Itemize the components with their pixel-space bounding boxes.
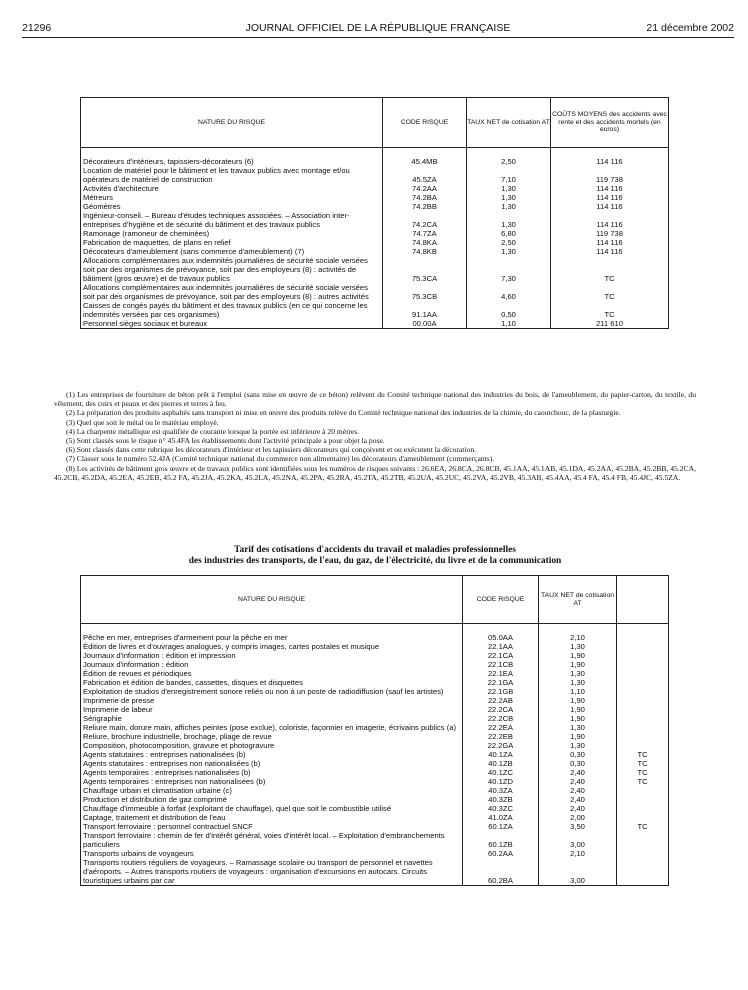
nat-cell: Édition de livres et d'ouvrages analogues, y compris images, cartes postales et musique xyxy=(81,642,463,651)
code-cell: 22.2EB xyxy=(463,732,539,741)
column-header-extra xyxy=(617,576,669,624)
cout-cell: 119 738 xyxy=(551,229,669,238)
spacer-row xyxy=(81,624,669,633)
footnote: (5) Sont classés sous le risque n° 45.4FA les établissements dont l'activité principale a pour objet la pose. xyxy=(66,436,385,446)
extra-cell xyxy=(617,642,669,651)
rate-cell: 1,30 xyxy=(467,211,551,229)
table-row xyxy=(81,687,669,696)
table-row xyxy=(81,786,669,795)
extra-cell xyxy=(617,786,669,795)
table-row xyxy=(81,256,669,283)
rate-cell: 2,40 xyxy=(539,795,617,804)
table-row xyxy=(81,759,669,768)
nat-cell: Transports routiers réguliers de voyageurs. – Ramassage scolaire ou transport de personnel et navettes d'aéroports. – Autres transports routiers de voyageurs : organisation d'excursions en autocars. Circuits touristiques urbains par car xyxy=(81,858,463,886)
rate-cell: 2,40 xyxy=(539,804,617,813)
nat-cell: Reliure, brochure industrielle, brochage, pliage de revue xyxy=(81,732,463,741)
spacer-cell xyxy=(467,148,551,157)
table-row xyxy=(81,660,669,669)
extra-cell xyxy=(617,687,669,696)
extra-cell xyxy=(617,732,669,741)
code-cell: 05.0AA xyxy=(463,633,539,642)
code-cell: 40.3ZB xyxy=(463,795,539,804)
cout-cell: 114 116 xyxy=(551,211,669,229)
risk-rate-table-2 xyxy=(80,575,669,886)
cout-cell: 114 116 xyxy=(551,157,669,166)
rate-cell: 2,40 xyxy=(539,786,617,795)
nat-cell: Composition, photocomposition, gravure et photogravure xyxy=(81,741,463,750)
section-title-line-1: Tarif des cotisations d'accidents du travail et maladies professionnelles xyxy=(234,545,516,555)
table-row xyxy=(81,804,669,813)
code-cell: 74.7ZA xyxy=(383,229,467,238)
rate-cell: 1,10 xyxy=(539,687,617,696)
code-cell: 74.2BA xyxy=(383,193,467,202)
rate-cell: 0,30 xyxy=(539,759,617,768)
cout-cell: 119 738 xyxy=(551,166,669,184)
nat-cell: Transports urbains de voyageurs xyxy=(81,849,463,858)
extra-cell xyxy=(617,714,669,723)
spacer-row xyxy=(81,148,669,157)
code-cell: 74.2CA xyxy=(383,211,467,229)
code-cell: 22.2GA xyxy=(463,741,539,750)
nat-cell: Fabrication de maquettes, de plans en relief xyxy=(81,238,383,247)
nat-cell: Métreurs xyxy=(81,193,383,202)
table-header-row xyxy=(81,576,669,624)
rate-cell: 1,30 xyxy=(467,202,551,211)
table-row xyxy=(81,813,669,822)
nat-cell: Imprimerie de labeur xyxy=(81,705,463,714)
code-cell: 22.2CB xyxy=(463,714,539,723)
code-cell: 40.1ZD xyxy=(463,777,539,786)
cout-cell: TC xyxy=(551,301,669,319)
table-body xyxy=(81,624,669,886)
table-row xyxy=(81,714,669,723)
rate-cell: 0,30 xyxy=(539,750,617,759)
extra-cell: TC xyxy=(617,822,669,831)
journal-title: JOURNAL OFFICIEL DE LA RÉPUBLIQUE FRANÇAISE xyxy=(245,22,511,34)
nat-cell: Agents temporaires : entreprises nationalisées (b) xyxy=(81,768,463,777)
code-cell: 22.1CA xyxy=(463,651,539,660)
rate-cell: 1,10 xyxy=(467,319,551,329)
table-row xyxy=(81,642,669,651)
table-row xyxy=(81,858,669,886)
spacer-cell xyxy=(81,148,383,157)
rate-cell: 1,30 xyxy=(539,678,617,687)
table-row xyxy=(81,669,669,678)
rate-cell: 3,00 xyxy=(539,831,617,849)
publication-date: 21 décembre 2002 xyxy=(646,22,734,34)
rate-cell: 1,90 xyxy=(539,696,617,705)
spacer-cell xyxy=(463,624,539,633)
nat-cell: Pêche en mer, entreprises d'armement pour la pêche en mer xyxy=(81,633,463,642)
table-row xyxy=(81,166,669,184)
rate-cell: 2,50 xyxy=(467,238,551,247)
spacer-cell xyxy=(539,624,617,633)
cout-cell: 114 116 xyxy=(551,247,669,256)
rate-cell: 2,50 xyxy=(467,157,551,166)
code-cell: 40.3ZA xyxy=(463,786,539,795)
extra-cell xyxy=(617,678,669,687)
extra-cell xyxy=(617,660,669,669)
nat-cell: Production et distribution de gaz comprimé xyxy=(81,795,463,804)
extra-cell xyxy=(617,669,669,678)
table-row xyxy=(81,229,669,238)
table-row xyxy=(81,750,669,759)
rate-cell: 1,30 xyxy=(539,669,617,678)
extra-cell: TC xyxy=(617,777,669,786)
spacer-cell xyxy=(617,624,669,633)
code-cell: 74.8KB xyxy=(383,247,467,256)
rate-cell: 1,90 xyxy=(539,651,617,660)
nat-cell: Reliure main, dorure main, affiches peintes (pose exclue), coloriste, façonnier en imagerie, écrivains publics (a) xyxy=(81,723,463,732)
table-row xyxy=(81,211,669,229)
cout-cell: 114 116 xyxy=(551,202,669,211)
footnote: (1) Les entreprises de fourniture de béton prêt à l'emploi (sans mise en œuvre de ce béton) relèvent du Comité technique national des industries du bois, de l'ameublement, du papier-carton, du textile, du vêtement, des cuirs et peaux et des pierres et terres à feu. xyxy=(54,390,696,409)
column-header-couts: COÛTS MOYENS des accidents avec rente et des accidents mortels (en euros) xyxy=(551,98,669,148)
rate-cell: 1,90 xyxy=(539,660,617,669)
table-row xyxy=(81,732,669,741)
code-cell: 45.4MB xyxy=(383,157,467,166)
nat-cell: Édition de revues et périodiques xyxy=(81,669,463,678)
risk-rate-table-1 xyxy=(80,97,669,329)
extra-cell xyxy=(617,831,669,849)
table-row xyxy=(81,202,669,211)
code-cell: 74.2AA xyxy=(383,184,467,193)
extra-cell: TC xyxy=(617,750,669,759)
code-cell: 74.8KA xyxy=(383,238,467,247)
extra-cell xyxy=(617,705,669,714)
nat-cell: Exploitation de studios d'enregistrement sonore reliés ou non à un poste de radiodiffusion (sauf les artistes) xyxy=(81,687,463,696)
section-title-line-2: des industries des transports, de l'eau, du gaz, de l'électricité, du livre et de la communication xyxy=(188,556,562,566)
extra-cell: TC xyxy=(617,768,669,777)
table-row xyxy=(81,741,669,750)
extra-cell xyxy=(617,813,669,822)
footnote: (4) La charpente métallique est qualifiée de courante lorsque la portée est inférieure à 20 mètres. xyxy=(66,426,360,436)
code-cell: 74.2BB xyxy=(383,202,467,211)
table-row xyxy=(81,633,669,642)
table-row xyxy=(81,184,669,193)
code-cell: 22.1CB xyxy=(463,660,539,669)
rate-cell: 3,00 xyxy=(539,858,617,886)
table-row xyxy=(81,777,669,786)
rate-cell: 1,30 xyxy=(539,723,617,732)
nat-cell: Fabrication et édition de bandes, cassettes, disques et disquettes xyxy=(81,678,463,687)
footnotes xyxy=(54,390,696,482)
rate-cell: 1,30 xyxy=(467,184,551,193)
table-row xyxy=(81,247,669,256)
nat-cell: Activités d'architecture xyxy=(81,184,383,193)
code-cell: 41.0ZA xyxy=(463,813,539,822)
rate-cell: 2,00 xyxy=(539,813,617,822)
cout-cell: 114 116 xyxy=(551,184,669,193)
extra-cell xyxy=(617,633,669,642)
rate-cell: 2,40 xyxy=(539,768,617,777)
cout-cell: 114 116 xyxy=(551,238,669,247)
rate-cell: 1,90 xyxy=(539,732,617,741)
section-title xyxy=(54,545,696,567)
nat-cell: Chauffage d'immeuble à forfait (exploitant de chauffage), quel que soit le combustible utilisé xyxy=(81,804,463,813)
rate-cell: 3,50 xyxy=(539,822,617,831)
code-cell: 40.1ZA xyxy=(463,750,539,759)
table-body xyxy=(81,148,669,329)
nat-cell: Allocations complémentaires aux indemnités journalières de sécurité sociale versées soit par des organismes de prévoyance, soit par des employeurs (8) : activités de bâtiment (gros œuvre) et de travaux publics xyxy=(81,256,383,283)
code-cell: 40.1ZC xyxy=(463,768,539,777)
rate-cell: 6,80 xyxy=(467,229,551,238)
extra-cell: TC xyxy=(617,759,669,768)
nat-cell: Agents temporaires : entreprises non nationalisées (b) xyxy=(81,777,463,786)
extra-cell xyxy=(617,741,669,750)
code-cell: 40.3ZC xyxy=(463,804,539,813)
code-cell: 22.1GB xyxy=(463,687,539,696)
table-row xyxy=(81,238,669,247)
rate-cell: 2,10 xyxy=(539,849,617,858)
rate-cell: 1,90 xyxy=(539,705,617,714)
nat-cell: Imprimerie de presse xyxy=(81,696,463,705)
nat-cell: Journaux d'information : édition et impression xyxy=(81,651,463,660)
nat-cell: Décorateurs d'ameublement (sans commerce d'ameublement) (7) xyxy=(81,247,383,256)
table-row xyxy=(81,723,669,732)
nat-cell: Transport ferroviaire : personnel contractuel SNCF xyxy=(81,822,463,831)
header-rule xyxy=(22,37,734,38)
code-cell: 75.3CB xyxy=(383,283,467,301)
code-cell: 60.1ZB xyxy=(463,831,539,849)
column-header-nature: NATURE DU RISQUE xyxy=(81,576,463,624)
code-cell: 91.1AA xyxy=(383,301,467,319)
code-cell: 60.2AA xyxy=(463,849,539,858)
extra-cell xyxy=(617,795,669,804)
code-cell: 22.1AA xyxy=(463,642,539,651)
table-row xyxy=(81,301,669,319)
rate-cell: 1,30 xyxy=(467,193,551,202)
rate-cell: 4,60 xyxy=(467,283,551,301)
rate-cell: 1,90 xyxy=(539,714,617,723)
code-cell: 00.00A xyxy=(383,319,467,329)
extra-cell xyxy=(617,849,669,858)
table-row xyxy=(81,822,669,831)
table-row xyxy=(81,651,669,660)
column-header-taux: TAUX NET de cotisation AT xyxy=(467,98,551,148)
code-cell: 45.5ZA xyxy=(383,166,467,184)
cout-cell: TC xyxy=(551,283,669,301)
rate-cell: 2,40 xyxy=(539,777,617,786)
footnote: (2) La préparation des produits asphaltés sans transport ni mise en œuvre des produits relève du Comité technique national des industries de la chimie, du caoutchouc, de la plasturgie. xyxy=(66,408,621,418)
nat-cell: Personnel sièges sociaux et bureaux xyxy=(81,319,383,329)
column-header-code: CODE RISQUE xyxy=(383,98,467,148)
table-row xyxy=(81,795,669,804)
nat-cell: Ramonage (ramoneur de cheminées) xyxy=(81,229,383,238)
code-cell: 22.1EA xyxy=(463,669,539,678)
nat-cell: Allocations complémentaires aux indemnités journalières de sécurité sociale versées soit par des organismes de prévoyance, soit par des employeurs (8) : autres activités xyxy=(81,283,383,301)
code-cell: 60.2BA xyxy=(463,858,539,886)
nat-cell: Location de matériel pour le bâtiment et les travaux publics avec montage et/ou opérateurs de matériel de construction xyxy=(81,166,383,184)
nat-cell: Chauffage urbain et climatisation urbaine (c) xyxy=(81,786,463,795)
code-cell: 75.3CA xyxy=(383,256,467,283)
nat-cell: Captage, traitement et distribution de l'eau xyxy=(81,813,463,822)
rate-cell: 7,10 xyxy=(467,166,551,184)
table-row xyxy=(81,193,669,202)
code-cell: 40.1ZB xyxy=(463,759,539,768)
extra-cell xyxy=(617,696,669,705)
extra-cell xyxy=(617,804,669,813)
nat-cell: Journaux d'information : édition xyxy=(81,660,463,669)
cout-cell: TC xyxy=(551,256,669,283)
table-row xyxy=(81,849,669,858)
nat-cell: Décorateurs d'intérieurs, tapissiers-décorateurs (6) xyxy=(81,157,383,166)
footnote: (3) Quel que soit le métal ou le matériau employé. xyxy=(66,417,219,427)
extra-cell xyxy=(617,723,669,732)
column-header-code: CODE RISQUE xyxy=(463,576,539,624)
rate-cell: 1,30 xyxy=(467,247,551,256)
cout-cell: 211 610 xyxy=(551,319,669,329)
table-row xyxy=(81,283,669,301)
extra-cell xyxy=(617,858,669,886)
spacer-cell xyxy=(383,148,467,157)
cout-cell: 114 116 xyxy=(551,193,669,202)
rate-cell: 1,30 xyxy=(539,642,617,651)
code-cell: 22.1GA xyxy=(463,678,539,687)
code-cell: 22.2AB xyxy=(463,696,539,705)
table-header-row xyxy=(81,98,669,148)
table-row xyxy=(81,768,669,777)
footnote: (6) Sont classés dans cette rubrique les décorateurs d'intérieur et les tapissiers décorateurs qui conçoivent et ou exécutent la décoration. xyxy=(66,445,477,455)
nat-cell: Agents statutaires : entreprises non nationalisées (b) xyxy=(81,759,463,768)
rate-cell: 0,50 xyxy=(467,301,551,319)
footnote: (8) Les activités de bâtiment gros œuvre et de travaux publics sont identifiées sous les numéros de risques suivants : 26.6EA, 26.8CA, 26.8CB, 45.1AA, 45.1AB, 45.1DA, 45.2AA, 45.2BA, 45.2BB, 45.2CA, 45.2CB, 45.2DA, 45.2EA, 45.2EB, 45.2 FA, 45.2JA, 45.2KA, 45.2LA, 45.2NA, 45.2PA, 45.2RA, 45.2TA, 45.2TB, 45.2UA, 45.2UC, 45.2VA, 45.2VB, 45.3AB, 45.4AA, 45.4 FA, 45.4 FB, 45.4JC, 45.5ZA. xyxy=(54,463,696,482)
page-header xyxy=(22,22,734,36)
code-cell: 60.1ZA xyxy=(463,822,539,831)
rate-cell: 2,10 xyxy=(539,633,617,642)
table-row xyxy=(81,678,669,687)
spacer-cell xyxy=(81,624,463,633)
nat-cell: Ingénieur-conseil. – Bureau d'études techniques associées. – Association inter-entreprises d'hygiène et de sécurité du bâtiment et des travaux publics xyxy=(81,211,383,229)
nat-cell: Agents statutaires : entreprises nationalisées (b) xyxy=(81,750,463,759)
nat-cell: Géomètres xyxy=(81,202,383,211)
table-row xyxy=(81,831,669,849)
rate-cell: 7,30 xyxy=(467,256,551,283)
nat-cell: Caisses de congés payés du bâtiment et des travaux publics (en ce qui concerne les indemnités versées par ces organismes) xyxy=(81,301,383,319)
nat-cell: Sérigraphie xyxy=(81,714,463,723)
table-row xyxy=(81,157,669,166)
nat-cell: Transport ferroviaire : chemin de fer d'intérêt général, voies d'intérêt local. – Exploitation d'embranchements particuliers xyxy=(81,831,463,849)
column-header-taux: TAUX NET de cotisation AT xyxy=(539,576,617,624)
footnote: (7) Classer sous le numéro 52.4JA (Comité technique national du commerce non alimentaire) les décorateurs d'ameublement (commerçants). xyxy=(66,454,495,464)
code-cell: 22.2CA xyxy=(463,705,539,714)
page-number: 21296 xyxy=(22,22,52,34)
spacer-cell xyxy=(551,148,669,157)
extra-cell xyxy=(617,651,669,660)
table-row xyxy=(81,696,669,705)
column-header-nature: NATURE DU RISQUE xyxy=(81,98,383,148)
rate-cell: 1,30 xyxy=(539,741,617,750)
table-row xyxy=(81,319,669,329)
table-row xyxy=(81,705,669,714)
code-cell: 22.2EA xyxy=(463,723,539,732)
